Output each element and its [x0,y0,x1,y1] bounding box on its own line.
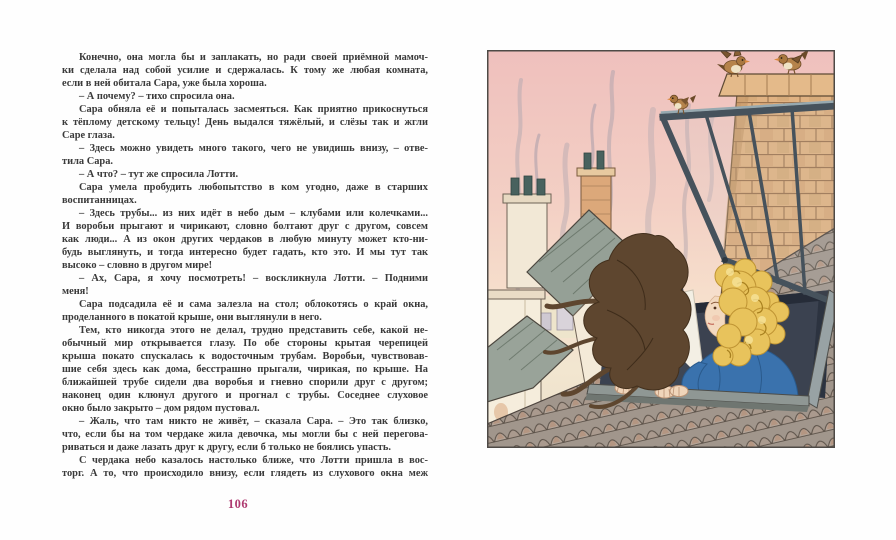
text-line: Сара обняла её и попыталась засмеяться. Как приятно прикоснуться [79,104,428,115]
text-line: окно было закрыто – дом рядом пустовал. [62,403,260,414]
text-line: шие себя здесь как дома, бесстрашно прыгали, чирикая, по крыше. На [62,364,428,375]
text-line: торг. А то, что происходило внизу, если глядеть из слухового окна меж [62,468,428,479]
text-line: – Здесь можно увидеть много такого, чего не увидишь внизу, – отве- [79,143,428,154]
text-line: будь выглянуть, и тогда интересно будет гадать, кто это. И мы тут так [62,247,428,258]
text-line: Саре глаза. [62,130,115,141]
text-line: ки сделала над собой усилие и сдержалась. К тому же любая комната, [62,65,428,76]
text-line: – Здесь трубы... из них идёт в небо дым – клубами или колечками... [79,208,428,219]
illustration [487,50,835,448]
text-line: риваться и даже лазать друг к другу, если б только не боялись упасть. [62,442,391,453]
text-line: ближайшей трубе сидели два воробья и гневно спорили друг с другом; [62,377,428,388]
text-line: воспитанницах. [62,195,137,206]
text-line: к тёплому детскому тельцу! День выдался тяжёлый, и слёзы так и жгли [62,117,428,128]
text-line: меня! [62,286,89,297]
text-line: Сара подсадила её и сама залезла на стол; облокотясь о край окна, [79,299,428,310]
text-line: тила Сара. [62,156,113,167]
text-line: Конечно, она могла бы и заплакать, но ради своей приёмной мамоч- [79,52,428,63]
text-line: И воробьи прыгают и чирикают, словно болтают друг с другом, совсем [62,221,428,232]
text-line: если в ней обитала Сара, уже была хороша. [62,78,267,89]
text-block [62,51,428,480]
text-line: высоко – словно в другом мире! [62,260,213,271]
text-line: обычный мир открывается глазу. По обе стороны крытая черепицей [62,338,428,349]
text-line: – А что? – тут же спросила Лотти. [79,169,239,180]
page-number: 106 [227,497,249,511]
text-line: – А почему? – тихо спросила она. [79,91,235,102]
text-line: как люди... А из окон других чердаков в любую минуту может кто-ни- [62,234,428,245]
text-line: что, если бы на том чердаке жила девочка, мы могли бы с ней перегова- [62,429,428,440]
text-line: Сара умела пробудить любопытство в ком угодно, даже в старших [79,182,428,193]
text-line: С чердака небо казалось настолько ближе, что Лотти пришла в вос- [79,455,428,466]
text-line: – Жаль, что там никто не живёт, – сказала Сара. – Это так близко, [79,416,428,427]
text-line: – Ах, Сара, я хочу посмотреть! – воскликнула Лотти. – Подними [79,273,428,284]
text-line: наконец один клюнул другого и прогнал с трубы. Соседнее слуховое [62,390,428,401]
text-line: Тем, кто никогда этого не делал, трудно представить себе, какой не- [79,325,428,336]
text-line: крыша покато спускалась к водосточным трубам. Воробьи, чувствовав- [62,351,428,362]
text-line: проделанного в покатой крыше, они выглянули в него. [62,312,322,323]
